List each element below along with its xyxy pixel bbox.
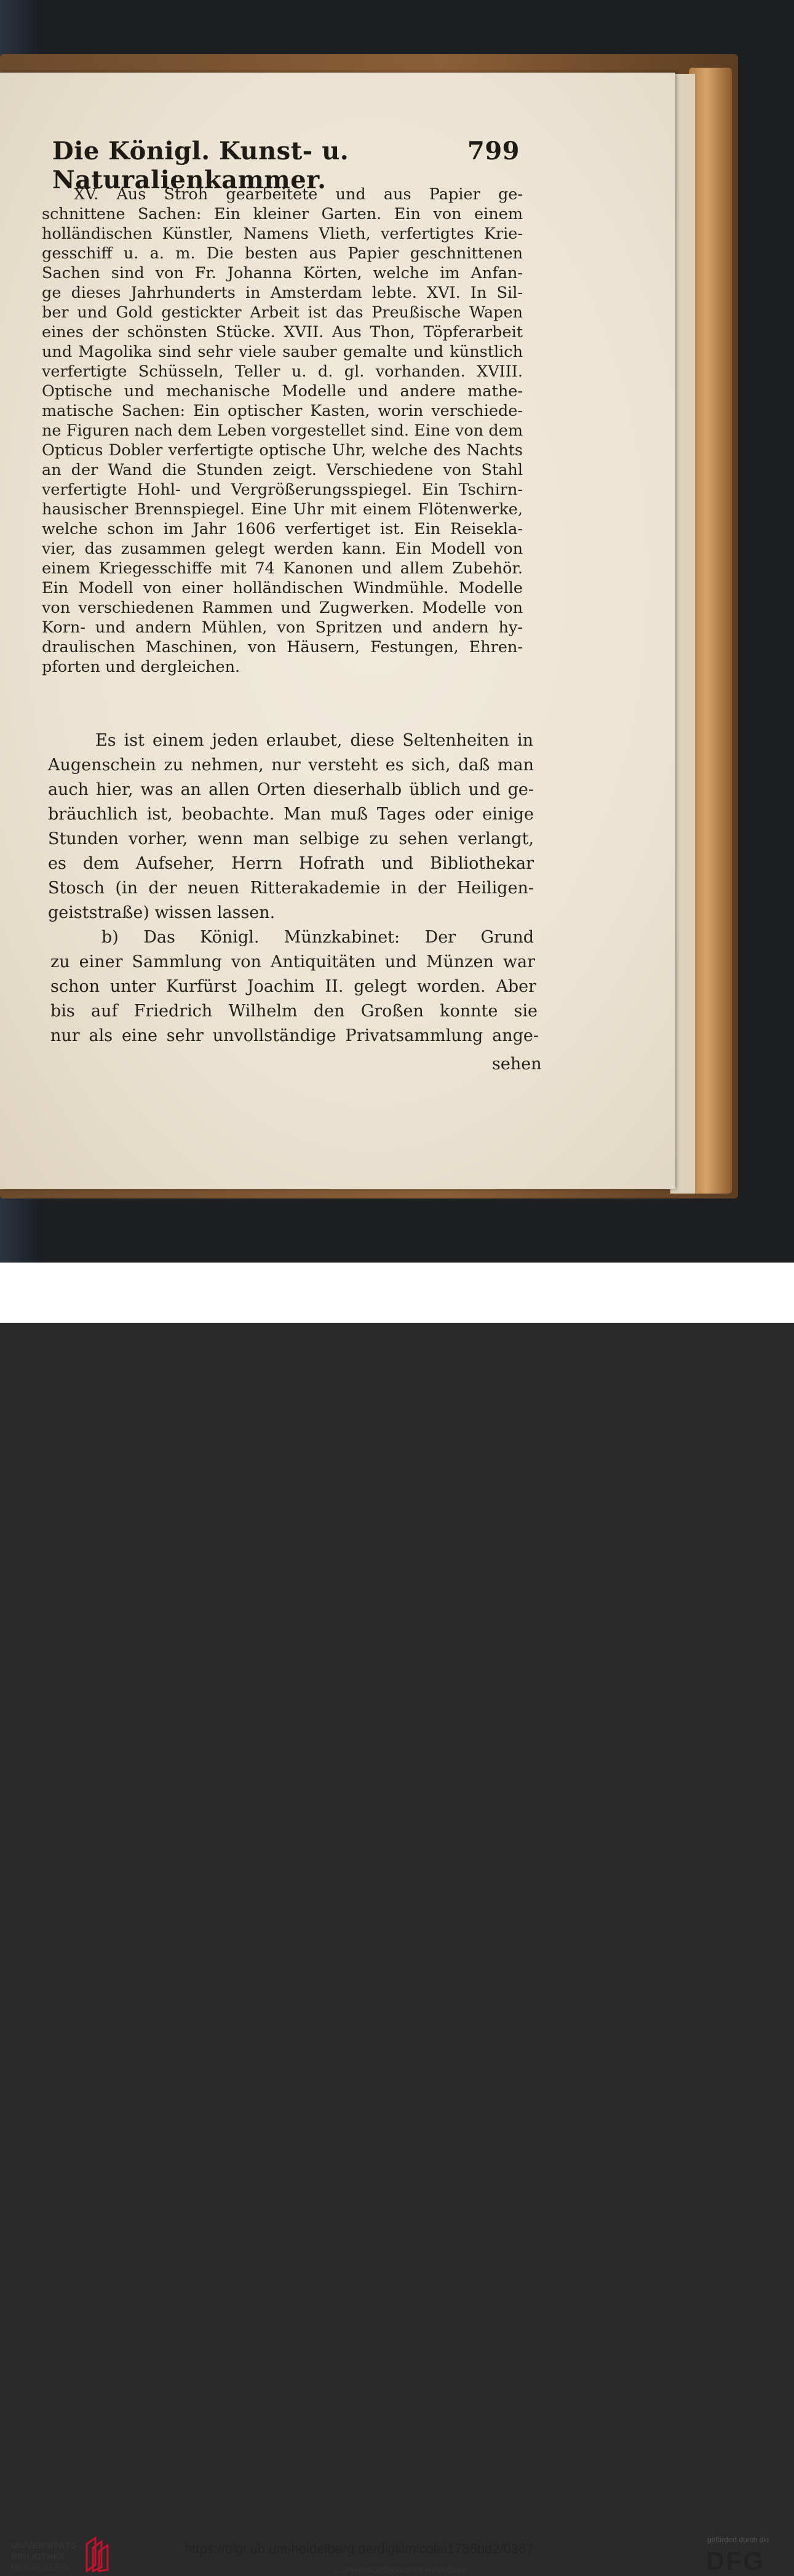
text-line: schon unter Kurfürst Joachim II. gelegt worden. Aber xyxy=(50,977,536,996)
text-line: holländischen Künstler, Namens Vlieth, verfertigtes Krie- xyxy=(42,225,523,243)
dfg-logo: DFG xyxy=(706,2546,764,2575)
text-line: draulischen Maschinen, von Häusern, Festungen, Ehren- xyxy=(42,638,523,656)
text-line: Optische und mechanische Modelle und andere mathe- xyxy=(42,382,523,401)
running-header xyxy=(52,137,520,194)
text-line: b) Das Königl. Münzkabinet: Der Grund xyxy=(101,928,534,947)
text-line: eines der schönsten Stücke. XVII. Aus Thon, Töpferarbeit xyxy=(42,323,523,341)
text-line: XV. Aus Stroh gearbeitete und aus Papier ge- xyxy=(74,185,523,204)
text-line: Korn- und andern Mühlen, von Spritzen und andern hy- xyxy=(42,618,523,637)
book-scan xyxy=(0,0,794,1262)
permalink-url[interactable]: https://digi.ub.uni-heidelberg.de/diglit/nicolai1786bd2/0367 xyxy=(185,2541,534,2556)
text-line: Ein Modell von einer holländischen Windmühle. Modelle xyxy=(42,579,523,597)
library-logo-line: HEIDELBERG xyxy=(11,2562,69,2572)
catchword: sehen xyxy=(492,1055,542,1074)
text-line: hausischer Brennspiegel. Eine Uhr mit einem Flötenwerke, xyxy=(42,500,523,519)
text-line: Opticus Dobler verfertigte optische Uhr, welche des Nachts xyxy=(42,441,523,460)
text-line: zu einer Sammlung von Antiquitäten und Münzen war xyxy=(50,952,535,971)
text-line: Stunden vorher, wenn man selbige zu sehen verlangt, xyxy=(48,829,534,848)
text-line: welche schon im Jahr 1606 verfertiget ist. Ein Reisekla- xyxy=(42,520,523,538)
text-line: gesschiff u. a. m. Die besten aus Papier geschnittenen xyxy=(42,244,523,263)
text-line: geiststraße) wissen lassen. xyxy=(48,903,276,922)
text-line: bis auf Friedrich Wilhelm den Großen konnte sie xyxy=(50,1002,538,1021)
text-line: und Magolika sind sehr viele sauber gemalte und künstlich xyxy=(42,343,523,361)
library-logo-icon xyxy=(83,2535,110,2574)
text-line: verfertigte Schüsseln, Teller u. d. gl. vorhanden. XVIII. xyxy=(42,362,523,381)
text-line: Es ist einem jeden erlaubet, diese Seltenheiten in xyxy=(95,731,533,750)
text-line: ne Figuren nach dem Leben vorgestellet sind. Eine von dem xyxy=(42,421,523,440)
text-line: von verschiedenen Rammen und Zugwerken. Modelle von xyxy=(42,599,523,617)
text-line: ge dieses Jahrhunderts in Amsterdam lebte. XVI. In Sil- xyxy=(42,284,523,302)
text-line: vier, das zusammen gelegt werden kann. Ein Modell von xyxy=(42,540,523,558)
text-line: schnittene Sachen: Ein kleiner Garten. Ein von einem xyxy=(42,205,523,223)
library-logo-line: BIBLIOTHEK xyxy=(11,2551,66,2561)
text-line: auch hier, was an allen Orten dieserhalb üblich und ge- xyxy=(48,780,534,799)
funder-note: gefördert durch die xyxy=(707,2535,769,2544)
text-line: nur als eine sehr unvollständige Privatsammlung ange- xyxy=(50,1026,539,1045)
text-line: Augenschein zu nehmen, nur versteht es sich, daß man xyxy=(48,756,534,775)
text-line: es dem Aufseher, Herrn Hofrath und Bibliothekar xyxy=(48,854,534,873)
text-line: einem Kriegesschiffe mit 74 Kanonen und allem Zubehör. xyxy=(42,559,523,578)
running-title: Die Königl. Kunst- u. Naturalienkammer. xyxy=(52,137,349,194)
page-number: 799 xyxy=(467,137,520,165)
text-line: pforten und dergleichen. xyxy=(42,658,240,676)
text-line: ber und Gold gestickter Arbeit ist das Preußische Wapen xyxy=(42,303,523,322)
book-spine-edge xyxy=(689,68,732,1194)
text-line: Stosch (in der neuen Ritterakademie in der Heiligen- xyxy=(48,879,534,898)
viewer-footer xyxy=(0,1262,794,2575)
text-line: matische Sachen: Ein optischer Kasten, worin verschiede- xyxy=(42,402,523,420)
text-line: an der Wand die Stunden zeigt. Verschiedene von Stahl xyxy=(42,461,523,479)
text-line: bräuchlich ist, beobachte. Man muß Tages oder einige xyxy=(48,805,534,824)
text-line: verfertigte Hohl- und Vergrößerungsspiegel. Ein Tschirn- xyxy=(42,481,523,499)
library-logo-line: UNIVERSITÄTS- xyxy=(11,2540,80,2550)
text-line: Sachen sind von Fr. Johanna Körten, welche im Anfan- xyxy=(42,264,523,282)
copyright-notice: © Universitätsbibliothek Heidelberg xyxy=(332,2565,467,2575)
